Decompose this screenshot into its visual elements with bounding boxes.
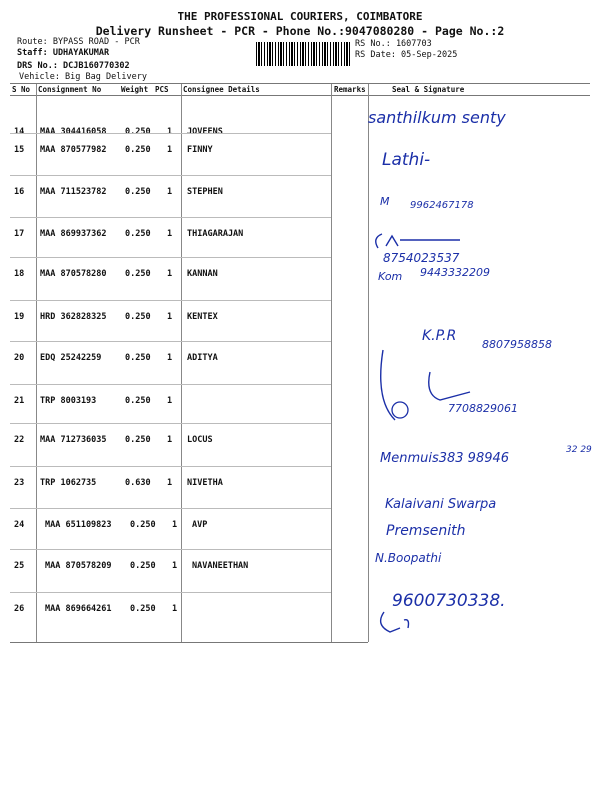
table-top-line [10, 83, 590, 84]
row-separator [10, 466, 331, 467]
row-consignment-no: EDQ 25242259 [40, 353, 102, 363]
phone-21: 7708829061 [448, 402, 518, 415]
row-pcs: 1 [167, 353, 173, 363]
col-consignee-header: Consignee Details [183, 85, 260, 94]
row-weight: 0.250 [125, 396, 151, 406]
signature-23: Kalaivani Swarpa [385, 497, 497, 512]
row-pcs: 1 [167, 478, 173, 488]
row-separator [10, 300, 331, 301]
row-pcs: 1 [172, 561, 178, 571]
row-weight: 0.250 [125, 229, 151, 239]
signature-20-21-scribble [381, 350, 470, 420]
row-separator [10, 592, 331, 593]
row-sno: 22 [14, 435, 25, 445]
row-pcs: 1 [167, 127, 173, 137]
row-consignment-no: MAA 870578280 [40, 269, 107, 279]
row-consignee: THIAGARAJAN [187, 229, 244, 239]
row-consignee: JOVEENS [187, 127, 223, 137]
row-sno: 21 [14, 396, 25, 406]
route-label: Route: BYPASS ROAD - PCR [17, 37, 140, 47]
row-weight: 0.630 [125, 478, 151, 488]
row-consignee: NAVANEETHAN [192, 561, 249, 571]
row-consignee: STEPHEN [187, 187, 223, 197]
row-pcs: 1 [167, 187, 173, 197]
row-weight: 0.250 [125, 312, 151, 322]
row-sno: 20 [14, 353, 25, 363]
signature-14: santhilkum senty [368, 108, 506, 127]
row-pcs: 1 [167, 312, 173, 322]
row-consignee: LOCUS [187, 435, 213, 445]
row-sno: 14 [14, 127, 25, 137]
signature-circle-21 [392, 402, 408, 418]
row-separator [10, 384, 331, 385]
row-sno: 16 [14, 187, 25, 197]
company-title: THE PROFESSIONAL COURIERS, COIMBATORE [177, 10, 423, 23]
row-consignment-no: HRD 362828325 [40, 312, 107, 322]
row-weight: 0.250 [130, 561, 156, 571]
phone-16: 9962467178 [410, 200, 474, 211]
row-separator [10, 423, 331, 424]
row-consignee: KENTEX [187, 312, 218, 322]
row-sno: 23 [14, 478, 25, 488]
row-consignment-no: MAA 712736035 [40, 435, 107, 445]
signature-15: Lathi- [382, 150, 431, 170]
row-separator [10, 257, 331, 258]
row-separator [10, 341, 331, 342]
phone-26: 9600730338. [392, 591, 506, 611]
row-consignment-no: TRP 1062735 [40, 478, 97, 488]
row-separator [10, 175, 331, 176]
row-separator [10, 508, 331, 509]
signature-19: K.P.R [422, 328, 457, 344]
row-weight: 0.250 [125, 145, 151, 155]
row-pcs: 1 [167, 396, 173, 406]
row-consignment-no: MAA 869937362 [40, 229, 107, 239]
row-separator [10, 549, 331, 550]
col-sno-header: S No [12, 85, 31, 94]
rs-date: RS Date: 05-Sep-2025 [355, 50, 458, 60]
rs-number: RS No.: 1607703 [355, 39, 432, 49]
row-consignee: NIVETHA [187, 478, 223, 488]
row-consignment-no: TRP 8003193 [40, 396, 97, 406]
row-consignee: FINNY [187, 145, 213, 155]
row-pcs: 1 [167, 269, 173, 279]
row-sno: 26 [14, 604, 25, 614]
col-consignment-header: Consignment No [38, 85, 102, 94]
row-separator [10, 217, 331, 218]
row-consignment-no: MAA 711523782 [40, 187, 107, 197]
signature-17-scribble [376, 234, 460, 248]
row-pcs: 1 [172, 520, 178, 530]
row-consignee: KANNAN [187, 269, 218, 279]
table-bottom-line [10, 642, 368, 643]
row-weight: 0.250 [125, 127, 151, 137]
row-pcs: 1 [167, 435, 173, 445]
row-pcs: 1 [167, 145, 173, 155]
row-pcs: 1 [172, 604, 178, 614]
row-consignment-no: MAA 870578209 [45, 561, 112, 571]
signature-24: Premsenith [386, 523, 466, 539]
col-signature-header: Seal & Signature [392, 85, 465, 94]
row-weight: 0.250 [125, 435, 151, 445]
vehicle-label: Vehicle: Big Bag Delivery [19, 72, 147, 82]
row-consignee: AVP [192, 520, 208, 530]
row-sno: 15 [14, 145, 25, 155]
row-consignment-no: MAA 869664261 [45, 604, 112, 614]
signature-22-extra: 32 29 [566, 445, 592, 455]
row-sno: 25 [14, 561, 25, 571]
col-divider [368, 84, 369, 642]
row-sno: 19 [14, 312, 25, 322]
row-weight: 0.250 [125, 269, 151, 279]
signature-22: Menmuis383 98946 [380, 451, 510, 466]
drs-number: DRS No.: DCJB160770302 [17, 61, 130, 71]
col-divider [331, 84, 332, 642]
row-sno: 18 [14, 269, 25, 279]
row-consignment-no: MAA 870577982 [40, 145, 107, 155]
col-pcs-header: PCS [155, 85, 169, 94]
row-consignment-no: MAA 304416058 [40, 127, 107, 137]
phone-18: 9443332209 [420, 266, 490, 279]
col-weight-header: Weight [121, 85, 149, 94]
signature-26-scribble [381, 612, 409, 632]
signature-18: Kom [378, 270, 403, 283]
phone-17: 8754023537 [383, 251, 460, 265]
col-divider [36, 84, 37, 642]
row-weight: 0.250 [125, 353, 151, 363]
row-weight: 0.250 [125, 187, 151, 197]
table-header-line [10, 95, 590, 96]
barcode [256, 42, 350, 66]
row-consignment-no: MAA 651109823 [45, 520, 112, 530]
staff-label: Staff: UDHAYAKUMAR [17, 48, 110, 58]
runsheet-subtitle: Delivery Runsheet - PCR - Phone No.:9047080280 - Page No.:2 [95, 24, 505, 38]
row-pcs: 1 [167, 229, 173, 239]
row-sno: 17 [14, 229, 25, 239]
col-divider [181, 84, 182, 642]
row-sno: 24 [14, 520, 25, 530]
row-consignee: ADITYA [187, 353, 218, 363]
signature-25: N.Boopathi [375, 551, 442, 565]
row-weight: 0.250 [130, 520, 156, 530]
col-remarks-header: Remarks [334, 85, 366, 94]
signature-16: M [380, 195, 390, 208]
row-weight: 0.250 [130, 604, 156, 614]
row-separator [10, 133, 331, 134]
phone-19: 8807958858 [482, 338, 552, 351]
